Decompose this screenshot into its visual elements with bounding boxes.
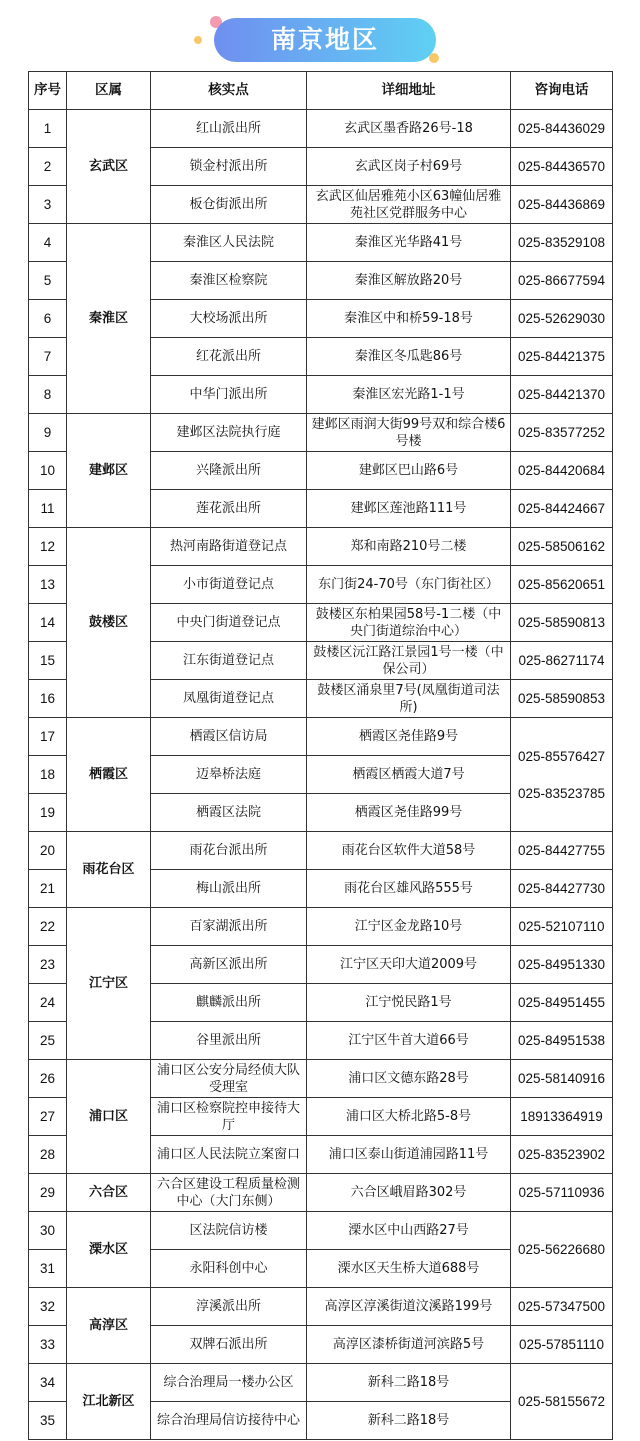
- district-cell: 江宁区: [67, 908, 151, 1060]
- table-row: [29, 832, 613, 870]
- phone-number: 025-86677594: [511, 262, 613, 300]
- detailed-address: 溧水区中山西路27号: [307, 1212, 511, 1250]
- table-row: [29, 110, 613, 148]
- row-index: 11: [29, 490, 67, 528]
- row-index: 18: [29, 756, 67, 794]
- row-index: 27: [29, 1098, 67, 1136]
- detailed-address: 高淳区淳溪街道汶溪路199号: [307, 1288, 511, 1326]
- row-index: 4: [29, 224, 67, 262]
- district-cell: 高淳区: [67, 1288, 151, 1364]
- detailed-address: 秦淮区解放路20号: [307, 262, 511, 300]
- phone-number: 025-52107110: [511, 908, 613, 946]
- verification-point: 中华门派出所: [151, 376, 307, 414]
- row-index: 35: [29, 1402, 67, 1440]
- verification-point: 江东街道登记点: [151, 642, 307, 680]
- verification-point: 双牌石派出所: [151, 1326, 307, 1364]
- detailed-address: 江宁悦民路1号: [307, 984, 511, 1022]
- verification-point: 热河南路街道登记点: [151, 528, 307, 566]
- detailed-address: 郑和南路210号二楼: [307, 528, 511, 566]
- phone-number: 025-83523785: [517, 785, 606, 801]
- page-header: [0, 0, 640, 68]
- phone-number: 025-57347500: [511, 1288, 613, 1326]
- detailed-address: 栖霞区尧佳路99号: [307, 794, 511, 832]
- row-index: 8: [29, 376, 67, 414]
- phone-number: 025-84951330: [511, 946, 613, 984]
- row-index: 20: [29, 832, 67, 870]
- verification-point: 浦口区检察院控申接待大厅: [151, 1098, 307, 1136]
- district-cell: 溧水区: [67, 1212, 151, 1288]
- detailed-address: 江宁区金龙路10号: [307, 908, 511, 946]
- row-index: 32: [29, 1288, 67, 1326]
- header-point: 核实点: [151, 72, 307, 110]
- table-row: [29, 1212, 613, 1250]
- detailed-address: 溧水区天生桥大道688号: [307, 1250, 511, 1288]
- row-index: 10: [29, 452, 67, 490]
- phone-number: 025-84951455: [511, 984, 613, 1022]
- detailed-address: 建邺区雨润大街99号双和综合楼6号楼: [307, 414, 511, 452]
- row-index: 13: [29, 566, 67, 604]
- row-index: 34: [29, 1364, 67, 1402]
- row-index: 9: [29, 414, 67, 452]
- phone-number: 025-84436869: [511, 186, 613, 224]
- table-row: [29, 1060, 613, 1098]
- row-index: 29: [29, 1174, 67, 1212]
- verification-table: [28, 71, 613, 1440]
- detailed-address: 浦口区大桥北路5-8号: [307, 1098, 511, 1136]
- detailed-address: 秦淮区宏光路1-1号: [307, 376, 511, 414]
- phone-group-cell: [511, 1364, 613, 1440]
- detailed-address: 东门街24-70号（东门街社区）: [307, 566, 511, 604]
- detailed-address: 江宁区牛首大道66号: [307, 1022, 511, 1060]
- verification-point: 大校场派出所: [151, 300, 307, 338]
- verification-point: 栖霞区法院: [151, 794, 307, 832]
- detailed-address: 建邺区莲池路111号: [307, 490, 511, 528]
- row-index: 12: [29, 528, 67, 566]
- verification-point: 锁金村派出所: [151, 148, 307, 186]
- phone-number: 025-86271174: [511, 642, 613, 680]
- detailed-address: 浦口区文德东路28号: [307, 1060, 511, 1098]
- detailed-address: 鼓楼区涌泉里7号(凤凰街道司法所): [307, 680, 511, 718]
- verification-point: 梅山派出所: [151, 870, 307, 908]
- phone-number: 025-57110936: [511, 1174, 613, 1212]
- detailed-address: 秦淮区光华路41号: [307, 224, 511, 262]
- phone-number: 025-58590813: [511, 604, 613, 642]
- header-district: 区属: [67, 72, 151, 110]
- row-index: 31: [29, 1250, 67, 1288]
- phone-number: 18913364919: [511, 1098, 613, 1136]
- detailed-address: 栖霞区栖霞大道7号: [307, 756, 511, 794]
- verification-point: 雨花台派出所: [151, 832, 307, 870]
- district-cell: 雨花台区: [67, 832, 151, 908]
- phone-number: 025-85620651: [511, 566, 613, 604]
- table-row: [29, 224, 613, 262]
- verification-point: 谷里派出所: [151, 1022, 307, 1060]
- detailed-address: 江宁区天印大道2009号: [307, 946, 511, 984]
- detailed-address: 浦口区泰山街道浦园路11号: [307, 1136, 511, 1174]
- verification-point: 中央门街道登记点: [151, 604, 307, 642]
- row-index: 19: [29, 794, 67, 832]
- district-cell: 浦口区: [67, 1060, 151, 1174]
- detailed-address: 玄武区岗子村69号: [307, 148, 511, 186]
- verification-point: 板仓街派出所: [151, 186, 307, 224]
- row-index: 23: [29, 946, 67, 984]
- row-index: 16: [29, 680, 67, 718]
- phone-number: 025-84421375: [511, 338, 613, 376]
- verification-point: 综合治理局一楼办公区: [151, 1364, 307, 1402]
- row-index: 2: [29, 148, 67, 186]
- verification-point: 区法院信访楼: [151, 1212, 307, 1250]
- verification-point: 浦口区人民法院立案窗口: [151, 1136, 307, 1174]
- row-index: 7: [29, 338, 67, 376]
- detailed-address: 雨花台区软件大道58号: [307, 832, 511, 870]
- phone-number: 025-83529108: [511, 224, 613, 262]
- verification-point: 综合治理局信访接待中心: [151, 1402, 307, 1440]
- phone-number: 025-84424667: [511, 490, 613, 528]
- detailed-address: 六合区峨眉路302号: [307, 1174, 511, 1212]
- table-row: [29, 908, 613, 946]
- verification-point: 高新区派出所: [151, 946, 307, 984]
- row-index: 26: [29, 1060, 67, 1098]
- verification-point: 永阳科创中心: [151, 1250, 307, 1288]
- detailed-address: 雨花台区雄风路555号: [307, 870, 511, 908]
- row-index: 22: [29, 908, 67, 946]
- verification-point: 迈皋桥法庭: [151, 756, 307, 794]
- verification-point: 兴隆派出所: [151, 452, 307, 490]
- table-row: [29, 414, 613, 452]
- verification-point: 秦淮区检察院: [151, 262, 307, 300]
- phone-number: 025-56226680: [517, 1242, 606, 1257]
- verification-point: 浦口区公安分局经侦大队受理室: [151, 1060, 307, 1098]
- phone-number: 025-84421370: [511, 376, 613, 414]
- row-index: 33: [29, 1326, 67, 1364]
- verification-point: 栖霞区信访局: [151, 718, 307, 756]
- detailed-address: 高淳区漆桥街道河滨路5号: [307, 1326, 511, 1364]
- verification-point: 建邺区法院执行庭: [151, 414, 307, 452]
- row-index: 14: [29, 604, 67, 642]
- phone-number: 025-58140916: [511, 1060, 613, 1098]
- verification-point: 百家湖派出所: [151, 908, 307, 946]
- verification-point: 红花派出所: [151, 338, 307, 376]
- phone-number: 025-84420684: [511, 452, 613, 490]
- verification-point: 六合区建设工程质量检测中心（大门东侧）: [151, 1174, 307, 1212]
- table-row: [29, 1174, 613, 1212]
- detailed-address: 新科二路18号: [307, 1364, 511, 1402]
- row-index: 21: [29, 870, 67, 908]
- detailed-address: 鼓楼区东柏果园58号-1二楼（中央门街道综治中心）: [307, 604, 511, 642]
- verification-point: 秦淮区人民法院: [151, 224, 307, 262]
- phone-number: 025-84427755: [511, 832, 613, 870]
- detailed-address: 建邺区巴山路6号: [307, 452, 511, 490]
- phone-number: 025-58590853: [511, 680, 613, 718]
- row-index: 6: [29, 300, 67, 338]
- detailed-address: 秦淮区冬瓜匙86号: [307, 338, 511, 376]
- district-cell: 江北新区: [67, 1364, 151, 1440]
- phone-group-cell: [511, 718, 613, 832]
- title-banner: [214, 18, 436, 62]
- phone-number: 025-84436029: [511, 110, 613, 148]
- phone-number: 025-58506162: [511, 528, 613, 566]
- detailed-address: 玄武区仙居雅苑小区63幢仙居雅苑社区党群服务中心: [307, 186, 511, 224]
- district-cell: 秦淮区: [67, 224, 151, 414]
- district-cell: 玄武区: [67, 110, 151, 224]
- phone-number: 025-52629030: [511, 300, 613, 338]
- table-row: [29, 1364, 613, 1402]
- table-body: [29, 110, 613, 1440]
- detailed-address: 栖霞区尧佳路9号: [307, 718, 511, 756]
- detailed-address: 秦淮区中和桥59-18号: [307, 300, 511, 338]
- table-row: [29, 528, 613, 566]
- phone-group-cell: [511, 1212, 613, 1288]
- phone-number: 025-58155672: [517, 1394, 606, 1409]
- page-title: 南京地区: [270, 25, 379, 54]
- header-index: 序号: [29, 72, 67, 110]
- verification-point: 凤凰街道登记点: [151, 680, 307, 718]
- table-row: [29, 718, 613, 756]
- phone-number: 025-84951538: [511, 1022, 613, 1060]
- header-address: 详细地址: [307, 72, 511, 110]
- verification-point: 淳溪派出所: [151, 1288, 307, 1326]
- row-index: 24: [29, 984, 67, 1022]
- verification-point: 麒麟派出所: [151, 984, 307, 1022]
- detailed-address: 鼓楼区沅江路江景园1号一楼（中保公司）: [307, 642, 511, 680]
- row-index: 1: [29, 110, 67, 148]
- detailed-address: 新科二路18号: [307, 1402, 511, 1440]
- district-cell: 鼓楼区: [67, 528, 151, 718]
- detailed-address: 玄武区墨香路26号-18: [307, 110, 511, 148]
- row-index: 15: [29, 642, 67, 680]
- phone-number: 025-83523902: [511, 1136, 613, 1174]
- table-row: [29, 1288, 613, 1326]
- row-index: 5: [29, 262, 67, 300]
- verification-point: 红山派出所: [151, 110, 307, 148]
- phone-number: 025-57851110: [511, 1326, 613, 1364]
- phone-number: 025-85576427: [517, 748, 606, 764]
- row-index: 30: [29, 1212, 67, 1250]
- row-index: 25: [29, 1022, 67, 1060]
- phone-number: 025-83577252: [511, 414, 613, 452]
- district-cell: 栖霞区: [67, 718, 151, 832]
- header-phone: 咨询电话: [511, 72, 613, 110]
- table-header-row: [29, 72, 613, 110]
- row-index: 17: [29, 718, 67, 756]
- verification-point: 莲花派出所: [151, 490, 307, 528]
- verification-point: 小市街道登记点: [151, 566, 307, 604]
- phone-number: 025-84427730: [511, 870, 613, 908]
- row-index: 28: [29, 1136, 67, 1174]
- district-cell: 建邺区: [67, 414, 151, 528]
- row-index: 3: [29, 186, 67, 224]
- phone-number: 025-84436570: [511, 148, 613, 186]
- district-cell: 六合区: [67, 1174, 151, 1212]
